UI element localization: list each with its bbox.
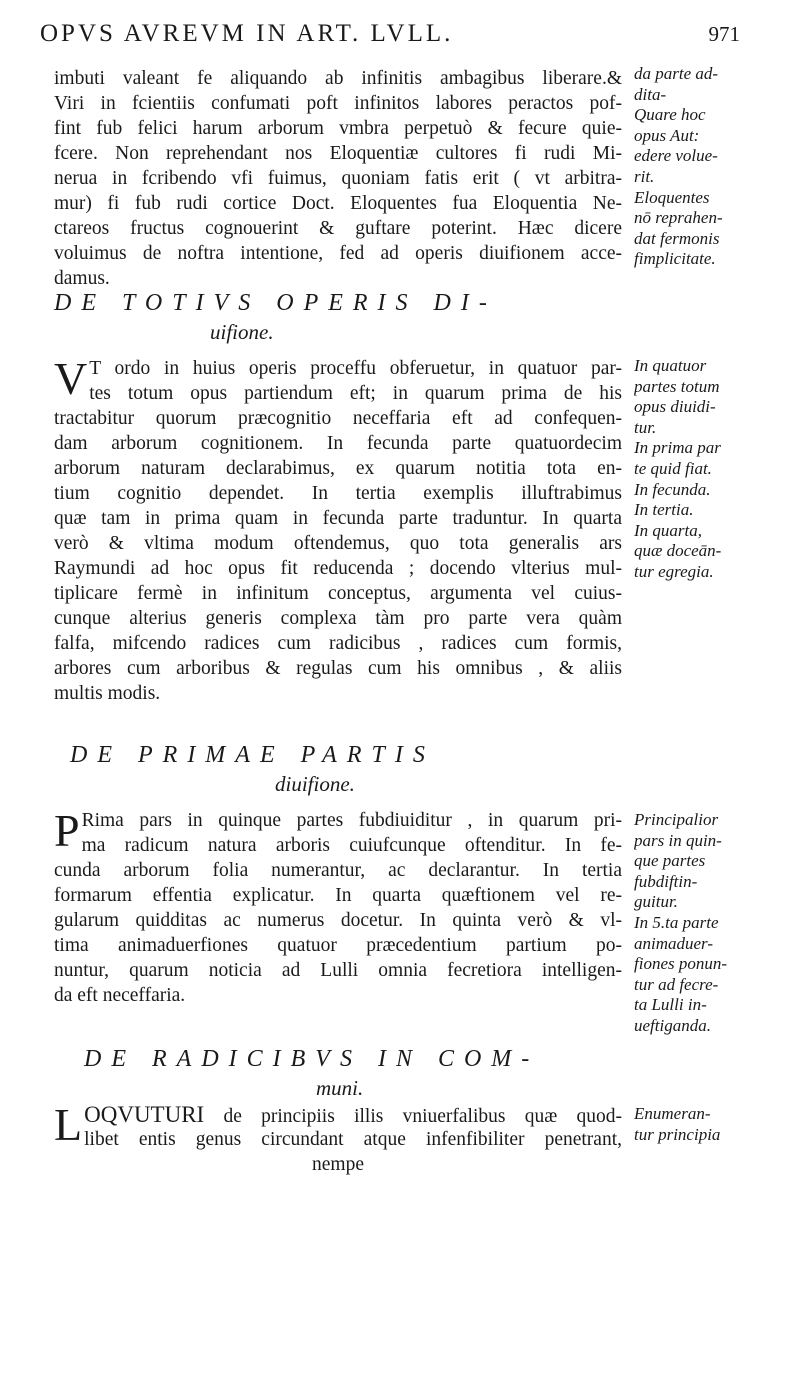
- text-line: nempe: [312, 1154, 364, 1175]
- text-line: ctareos fructus cognouerint & guftare poterint. Hæc dicere: [54, 218, 622, 239]
- text-line: da eft neceffaria.: [54, 985, 186, 1006]
- marginal-line: quæ doceān-: [634, 541, 722, 561]
- marginal-line: fiones ponun-: [634, 954, 728, 974]
- text-line: arborum naturam declarabimus, ex quarum notitia tota en-: [54, 458, 622, 479]
- page-number: 971: [708, 22, 740, 46]
- marginal-line: tur.: [634, 417, 657, 437]
- text-line: mur) fi fub rudi cortice Doct. Eloquentes fua Eloquentia Ne-: [54, 193, 622, 214]
- marginal-line: dat fermonis: [634, 228, 720, 248]
- marginal-note: [634, 64, 794, 270]
- text-line: T ordo in huius operis proceffu obferuetur, in quatuor par-: [89, 358, 622, 379]
- marginal-line: Enumeran-: [634, 1104, 711, 1123]
- text-line: tiplicare fermè in infinitum conceptus, argumenta vel cuius-: [54, 583, 622, 604]
- marginal-line: partes totum: [634, 376, 720, 396]
- marginal-line: da parte ad-: [634, 64, 719, 83]
- marginal-line: opus diuidi-: [634, 397, 716, 417]
- paragraph-intro-end: [54, 66, 622, 291]
- section-heading: DE TOTIVS OPERIS DI-: [54, 290, 497, 316]
- marginal-line: Principalior: [634, 810, 719, 829]
- text-line: tium cognitio dependet. In tertia exemplis illuftrabimus: [54, 483, 622, 504]
- marginal-line: fimplicitate.: [634, 249, 716, 269]
- text-line: imbuti valeant fe aliquando ab infinitis ambagibus liberare.&: [54, 68, 622, 89]
- marginal-line: tur egregia.: [634, 561, 714, 581]
- marginal-line: te quid fiat.: [634, 458, 712, 478]
- marginal-line: pars in quin-: [634, 830, 722, 850]
- text-line: nuntur, quarum noticia ad Lulli omnia fecretiora intelligen-: [54, 960, 622, 981]
- text-line: tes totum opus partiendum eft; in quarum prima de his: [89, 383, 622, 404]
- marginal-line: Quare hoc: [634, 105, 706, 125]
- paragraph-radices: [54, 1099, 622, 1177]
- text-line: formarum effentia explicatur. In quarta quæftionem vel re-: [54, 885, 622, 906]
- section-heading-continuation: muni.: [316, 1076, 364, 1100]
- marginal-line: rit.: [634, 166, 655, 186]
- text-fragment: de principiis illis vniuerfalibus quæ quod-: [204, 1106, 622, 1127]
- drop-cap: V: [54, 353, 88, 404]
- marginal-line: que partes: [634, 851, 706, 871]
- text-line: nerua in fcribendo vfi fuimus, quoniam fatis erit ( vt arbitra-: [54, 168, 622, 189]
- text-line: multis modis.: [54, 683, 161, 704]
- text-line: quæ tam in prima quam in fecunda parte traduntur. In quarta: [54, 508, 622, 529]
- text-line: Viri in fcientiis confumati poft infinitos labores peractos pof-: [54, 93, 622, 114]
- text-line: verò & vltima modum oftendemus, quo tota generalis ars: [54, 533, 622, 554]
- marginal-line: fubdiftin-: [634, 871, 698, 891]
- marginal-line: In tertia.: [634, 500, 694, 520]
- marginal-line: In fecunda.: [634, 479, 711, 499]
- text-line: tima animaduerfiones quatuor præcedentium partium po-: [54, 935, 622, 956]
- text-line: damus.: [54, 268, 110, 289]
- marginal-line: nō reprahen-: [634, 208, 723, 228]
- marginal-line: edere volue-: [634, 146, 718, 166]
- text-line: arbores cum arboribus & regulas cum his omnibus , & aliis: [54, 658, 622, 679]
- marginal-line: opus Aut:: [634, 125, 700, 145]
- text-line: Raymundi ad hoc opus fit reducenda ; docendo vlterius mul-: [54, 558, 622, 579]
- running-head-title: OPVS AVREVM IN ART. LVLL.: [40, 20, 454, 47]
- marginal-line: ta Lulli in-: [634, 995, 707, 1015]
- marginal-line: tur principia: [634, 1124, 721, 1144]
- drop-cap: L: [54, 1099, 83, 1150]
- marginal-line: In quatuor: [634, 356, 707, 375]
- text-line: fint fub felici harum arborum vmbra perpetuò & fecure quie-: [54, 118, 622, 139]
- small-caps-word: OQVUTURI: [84, 1102, 205, 1127]
- marginal-line: dita-: [634, 84, 667, 104]
- marginal-line: In prima par: [634, 438, 721, 458]
- text-line: Rima pars in quinque partes fubdiuiditur , in quarum pri-: [81, 810, 622, 831]
- marginal-note: [634, 810, 794, 1037]
- marginal-line: guitur.: [634, 892, 678, 912]
- text-line: voluimus de noftra intentione, fed ad operis diuifionem acce-: [54, 243, 622, 264]
- section-heading: DE PRIMAE PARTIS: [70, 742, 435, 768]
- paragraph-work-division: [54, 353, 622, 706]
- marginal-note: [634, 356, 794, 583]
- text-line: cunque alterius generis complexa tàm pro parte vera quàm: [54, 608, 622, 629]
- marginal-line: animaduer-: [634, 933, 713, 953]
- paragraph-first-part: [54, 805, 622, 1008]
- text-line: ma radicum natura arboris cuiufcunque oftenditur. In fe-: [81, 835, 622, 856]
- text-line: tractabitur quorum præcognitio neceffaria eft ad confequen-: [54, 408, 622, 429]
- drop-cap: P: [54, 805, 80, 856]
- marginal-line: Eloquentes: [634, 187, 710, 207]
- text-line: dam arborum cognitionem. In fecunda parte quatuordecim: [54, 433, 622, 454]
- section-heading-continuation: uifione.: [210, 320, 274, 344]
- text-line: gularum quidditas ac numerus docetur. In quinta verò & vl-: [54, 910, 622, 931]
- section-heading-continuation: diuifione.: [275, 772, 355, 796]
- text-line: libet entis genus circundant atque infenfibiliter penetrant,: [84, 1129, 622, 1150]
- text-line: fcere. Non reprehendant nos Eloquentiæ cultores fi rudi Mi-: [54, 143, 622, 164]
- section-heading: DE RADICIBVS IN COM-: [84, 1046, 540, 1072]
- marginal-line: In quarta,: [634, 520, 702, 540]
- text-line: falfa, mifcendo radices cum radicibus , radices cum formis,: [54, 633, 622, 654]
- marginal-line: ueftiganda.: [634, 1015, 711, 1035]
- text-line: cunda arborum folia numerantur, ac declarantur. In tertia: [54, 860, 622, 881]
- marginal-note: [634, 1104, 794, 1145]
- marginal-line: tur ad fecre-: [634, 974, 719, 994]
- running-head: [40, 20, 740, 54]
- marginal-line: In 5.ta parte: [634, 912, 719, 932]
